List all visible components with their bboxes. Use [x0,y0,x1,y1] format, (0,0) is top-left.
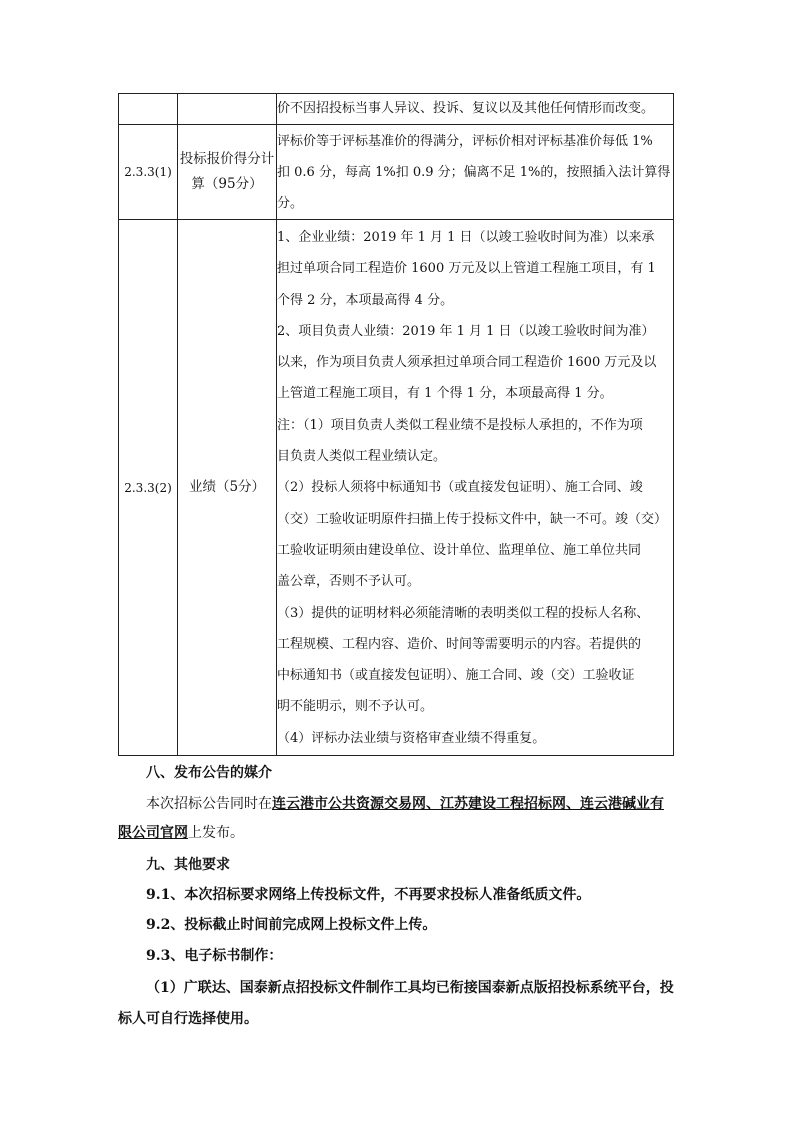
criteria-line: （4）评标办法业绩与资格审查业绩不得重复。 [277,730,546,746]
scoring-item-cell [178,94,277,125]
requirement-9-2: 9.2、投标截止时间前完成网上投标文件上传。 [146,917,437,933]
requirement-9-3-1-line-2: 标人可自行选择使用。 [118,1011,258,1027]
criteria-line: 中标通知书（或直接发包证明）、施工合同、竣（交）工验收证 [277,668,635,684]
media-paragraph-line-1 [118,793,706,813]
requirement-9-1: 9.1、本次招标要求网络上传投标文件，不再要求投标人准备纸质文件。 [146,887,591,903]
criteria-line: （2）投标人须将中标通知书（或直接发包证明）、施工合同、竣 [277,480,643,496]
table-row [119,125,674,220]
criteria-line: 评标价等于评标基准价的得满分，评标价相对评标基准价每低 1% [277,133,653,149]
item-line: 算（95分） [191,176,263,192]
requirement-9-3: 9.3、电子标书制作： [146,948,283,964]
table-row [119,220,674,756]
criteria-line: 工程规模、工程内容、造价、时间等需要明示的内容。若提供的 [277,636,642,652]
criteria-line: 担过单项合同工程造价 1600 万元及以上管道工程施工项目，有 1 [277,261,656,277]
media-text-suffix: 上发布。 [188,825,244,841]
clause-number-cell: 2.3.3(2) [119,220,178,756]
item-line: 业绩（5分） [188,479,266,496]
criteria-line: 扣 0.6 分，每高 1%扣 0.9 分；偏离不足 1%的，按照插入法计算得 [277,164,671,180]
criteria-line: （交）工验收证明原件扫描上传于投标文件中，缺一不可。竣（交） [277,511,668,527]
criteria-line: 分。 [277,195,304,211]
criteria-line: 上管道工程施工项目，有 1 个得 1 分，本项最高得 1 分。 [277,386,613,402]
media-text-prefix: 本次招标公告同时在 [146,796,272,812]
criteria-line: 个得 2 分，本项最高得 4 分。 [277,292,454,308]
clause-number-cell [119,94,178,125]
criteria-line: 盖公章，否则不予认可。 [277,574,421,590]
criteria-line: 明不能明示，则不予认可。 [277,699,434,715]
requirement-9-3-1-line-1: （1）广联达、国泰新点招投标文件制作工具均已衔接国泰新点版招投标系统平台，投 [146,980,674,996]
item-line: 投标报价得分计 [179,151,275,167]
scoring-table [118,93,674,756]
criteria-line: 工验收证明须由建设单位、设计单位、监理单位、施工单位共同 [277,542,642,558]
scoring-item-cell [178,220,277,756]
media-sites-link[interactable]: 连云港市公共资源交易网、江苏建设工程招标网、连云港碱业有 [272,796,664,812]
scoring-criteria-cell [277,125,674,220]
scoring-criteria-cell [277,94,674,125]
other-requirements-heading: 九、其他要求 [146,857,230,873]
criteria-line: 注：（1）项目负责人类似工程业绩不是投标人承担的，不作为项 [277,417,643,433]
media-section-heading: 八、发布公告的媒介 [146,765,272,781]
criteria-line: （3）提供的证明材料必须能清晰的表明类似工程的投标人名称、 [277,605,650,621]
criteria-line: 1、企业业绩：2019 年 1 月 1 日（以竣工验收时间为准）以来承 [277,230,655,245]
table-row [119,94,674,125]
media-sites-link-continued[interactable]: 限公司官网 [118,825,188,841]
scoring-item-cell [178,125,277,220]
media-paragraph-line-2 [118,822,678,842]
clause-number-cell: 2.3.3(1) [119,125,178,220]
criteria-line: 以来，作为项目负责人须承担过单项合同工程造价 1600 万元及以 [277,355,657,371]
scoring-criteria-cell [277,220,674,756]
criteria-line: 价不因招投标当事人异议、投诉、复议以及其他任何情形而改变。 [277,101,655,116]
criteria-line: 2、项目负责人业绩：2019 年 1 月 1 日（以竣工验收时间为准） [277,323,655,339]
criteria-line: 目负责人类似工程业绩认定。 [277,449,447,465]
